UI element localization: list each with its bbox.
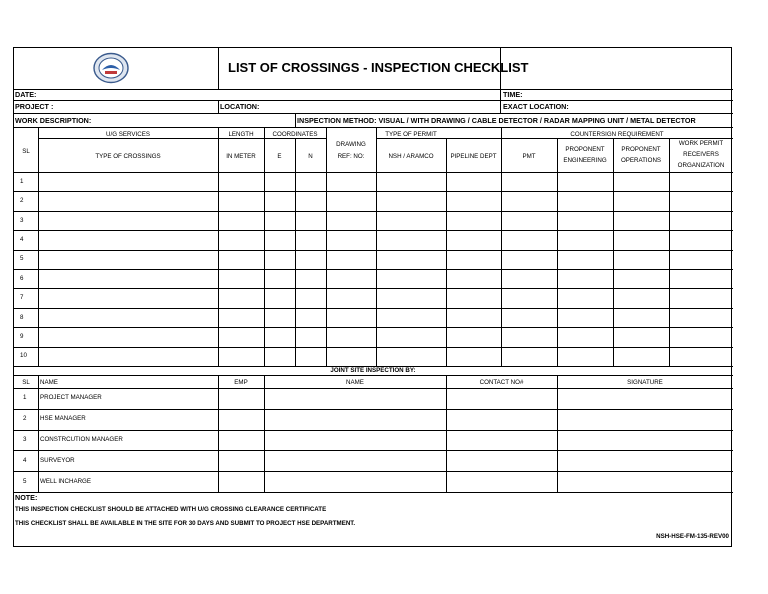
joint-row-line: [14, 450, 733, 451]
pmt-header: PMT: [522, 153, 536, 160]
company-seal-icon: [92, 52, 130, 84]
type-of-permit-header: TYPE OF PERMIT: [385, 131, 437, 138]
joint-row-line: [14, 430, 733, 431]
row-number: 9: [20, 332, 24, 340]
joint-row-sl: 4: [23, 456, 27, 464]
grid-line: [446, 375, 447, 492]
coordinates-header: COORDINATES: [272, 131, 318, 138]
grid-line: [14, 172, 733, 173]
grid-line: [557, 138, 558, 366]
pipeline-dept-header: PIPELINE DEPT: [450, 153, 497, 160]
date-label: DATE:: [15, 90, 37, 99]
joint-row-role: CONSTRCUTION MANAGER: [40, 436, 123, 443]
table-row-line: [14, 269, 733, 270]
row-number: 6: [20, 274, 24, 282]
proponent-eng-header-1: PROPONENT: [565, 146, 605, 153]
table-row-line: [14, 211, 733, 212]
joint-inspection-title: JOINT SITE INSPECTION BY:: [330, 367, 416, 374]
grid-line: [326, 127, 327, 366]
table-row-line: [14, 327, 733, 328]
page-title: LIST OF CROSSINGS - INSPECTION CHECKLIST: [228, 60, 529, 75]
ug-services-header: U/G SERVICES: [106, 131, 150, 138]
drawing-ref-header-1: DRAWING: [336, 141, 366, 148]
row-number: 10: [20, 352, 27, 360]
time-label: TIME:: [503, 90, 523, 99]
table-row-line: [14, 250, 733, 251]
grid-line: [669, 138, 670, 366]
note-line-2: THIS CHECKLIST SHALL BE AVAILABLE IN THE SITE FOR 30 DAYS AND SUBMIT TO PROJECT HSE DEPARTMENT.: [15, 520, 356, 527]
grid-line: [14, 388, 733, 389]
grid-line: [295, 138, 296, 366]
row-number: 1: [20, 177, 24, 185]
emp-header: EMP: [234, 379, 248, 386]
contact-header: CONTACT NO#: [479, 379, 524, 386]
row-number: 5: [20, 255, 24, 263]
joint-row-role: WELL INCHARGE: [40, 477, 91, 485]
e-header: E: [277, 153, 282, 160]
wp-header-3: ORGANIZATION: [677, 162, 725, 169]
row-number: 7: [20, 294, 24, 302]
table-row-line: [14, 288, 733, 289]
in-meter-header: IN METER: [226, 153, 256, 160]
work-description-label: WORK DESCRIPTION:: [15, 116, 92, 125]
type-of-crossings-header: TYPE OF CROSSINGS: [95, 153, 161, 160]
joint-name-header: NAME: [346, 379, 364, 386]
grid-line: [557, 375, 558, 492]
inspection-method-label: INSPECTION METHOD: VISUAL / WITH DRAWING / CABLE DETECTOR / RADAR MAPPING UNIT / METAL DETECTOR: [297, 116, 696, 125]
inspection-form: [13, 47, 732, 547]
grid-line: [446, 138, 447, 366]
grid-line: [218, 127, 219, 366]
grid-line: [14, 375, 733, 376]
nsh-aramco-header: NSH / ARAMCO: [388, 153, 434, 160]
joint-row-line: [14, 471, 733, 472]
joint-row-line: [14, 409, 733, 410]
row-number: 8: [20, 313, 24, 321]
joint-row-role: HSE MANAGER: [40, 415, 86, 423]
grid-line: [218, 375, 219, 492]
grid-line: [501, 127, 502, 366]
joint-row-sl: 1: [23, 394, 27, 402]
joint-row-line: [14, 492, 733, 493]
grid-line: [38, 375, 39, 492]
table-row-line: [14, 347, 733, 348]
joint-sl-header: SL: [22, 379, 30, 386]
form-code: NSH-HSE-FM-135-REV00: [656, 533, 729, 540]
grid-line: [264, 375, 265, 492]
table-row-line: [14, 366, 733, 367]
countersign-header: COUNTERSIGN REQUIREMENT: [570, 131, 664, 138]
wp-header-2: RECEIVERS: [683, 151, 719, 158]
table-row-line: [14, 230, 733, 231]
project-label: PROJECT :: [15, 102, 54, 111]
row-number: 2: [20, 197, 24, 205]
signature-header: SIGNATURE: [627, 379, 663, 386]
row-number: 4: [20, 235, 24, 243]
joint-row-sl: 5: [23, 477, 27, 485]
proponent-ops-header-1: PROPONENT: [621, 146, 661, 153]
proponent-ops-header-2: OPERATIONS: [620, 157, 662, 164]
sl-header: SL: [22, 148, 30, 155]
joint-row-sl: 3: [23, 436, 27, 443]
joint-name-col-header: NAME: [40, 379, 58, 386]
grid-line: [376, 138, 501, 139]
row-number: 3: [20, 216, 24, 224]
grid-line: [613, 138, 614, 366]
grid-line: [376, 127, 377, 366]
joint-row-sl: 2: [23, 415, 27, 423]
proponent-eng-header-2: ENGINEERING: [563, 157, 607, 164]
wp-header-1: WORK PERMIT: [678, 140, 724, 147]
grid-line: [38, 127, 39, 366]
joint-row-role: SURVEYOR: [40, 456, 75, 464]
grid-line: [264, 127, 265, 366]
grid-line: [501, 138, 733, 139]
joint-row-role: PROJECT MANAGER: [40, 394, 102, 402]
note-line-1: THIS INSPECTION CHECKLIST SHOULD BE ATTACHED WITH U/G CROSSING CLEARANCE CERTIFICATE: [15, 506, 327, 513]
drawing-ref-header-2: REF: NO:: [337, 153, 365, 160]
length-header: LENGTH: [228, 131, 254, 138]
grid-line: [218, 138, 326, 139]
n-header: N: [308, 153, 313, 160]
location-label: LOCATION:: [220, 102, 260, 111]
table-row-line: [14, 308, 733, 309]
table-row-line: [14, 191, 733, 192]
grid-line: [38, 138, 218, 139]
note-label: NOTE:: [15, 493, 38, 502]
exact-location-label: EXACT LOCATION:: [503, 102, 569, 111]
